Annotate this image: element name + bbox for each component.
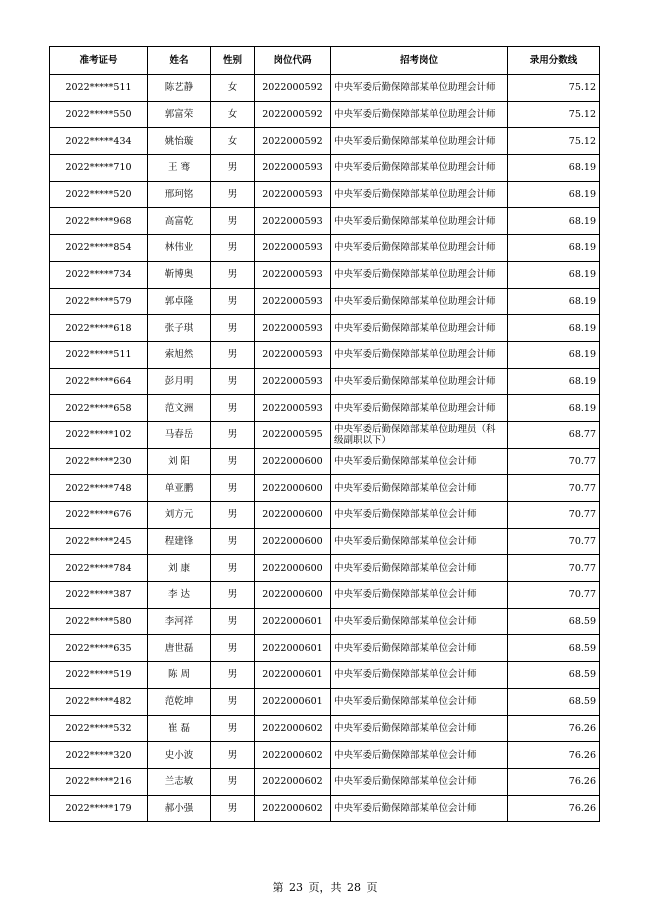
cell-name: 彭月明: [148, 368, 211, 395]
cell-exam-id: 2022*****635: [50, 635, 148, 662]
cell-position: 中央军委后勤保障部某单位助理会计师: [331, 208, 508, 235]
cell-name: 郭富荣: [148, 101, 211, 128]
cell-exam-id: 2022*****511: [50, 75, 148, 102]
header-name: 姓名: [148, 47, 211, 75]
cell-name: 李河祥: [148, 608, 211, 635]
cell-score-line: 70.77: [508, 475, 600, 502]
cell-name: 姚怡璇: [148, 128, 211, 155]
cell-position: 中央军委后勤保障部某单位会计师: [331, 502, 508, 529]
cell-exam-id: 2022*****676: [50, 502, 148, 529]
cell-score-line: 76.26: [508, 715, 600, 742]
cell-position: 中央军委后勤保障部某单位助理会计师: [331, 261, 508, 288]
cell-position: 中央军委后勤保障部某单位助理会计师: [331, 181, 508, 208]
cell-exam-id: 2022*****179: [50, 795, 148, 822]
cell-name: 刘 阳: [148, 448, 211, 475]
table-row: [50, 502, 600, 529]
cell-position: 中央军委后勤保障部某单位会计师: [331, 528, 508, 555]
cell-exam-id: 2022*****784: [50, 555, 148, 582]
table-row: [50, 101, 600, 128]
cell-name: 王 骞: [148, 155, 211, 182]
cell-position: 中央军委后勤保障部某单位助理会计师: [331, 75, 508, 102]
cell-position-code: 2022000600: [255, 502, 331, 529]
cell-gender: 女: [211, 75, 255, 102]
table-header-row: [50, 47, 600, 75]
cell-position-code: 2022000600: [255, 448, 331, 475]
cell-position-code: 2022000592: [255, 128, 331, 155]
cell-gender: 男: [211, 528, 255, 555]
cell-position: 中央军委后勤保障部某单位助理会计师: [331, 368, 508, 395]
cell-name: 李 达: [148, 582, 211, 609]
table-row: [50, 608, 600, 635]
cell-name: 郝小强: [148, 795, 211, 822]
cell-gender: 女: [211, 128, 255, 155]
cell-position-code: 2022000602: [255, 742, 331, 769]
cell-position: 中央军委后勤保障部某单位会计师: [331, 715, 508, 742]
cell-exam-id: 2022*****519: [50, 662, 148, 689]
cell-gender: 男: [211, 181, 255, 208]
cell-name: 单亚鹏: [148, 475, 211, 502]
cell-position: 中央军委后勤保障部某单位助理会计师: [331, 101, 508, 128]
table-row: [50, 235, 600, 262]
table-row: [50, 181, 600, 208]
cell-exam-id: 2022*****710: [50, 155, 148, 182]
table-row: [50, 315, 600, 342]
cell-gender: 男: [211, 502, 255, 529]
cell-position-code: 2022000601: [255, 608, 331, 635]
table-row: [50, 155, 600, 182]
cell-position-code: 2022000602: [255, 768, 331, 795]
cell-position: 中央军委后勤保障部某单位会计师: [331, 742, 508, 769]
cell-gender: 男: [211, 341, 255, 368]
cell-position: 中央军委后勤保障部某单位会计师: [331, 582, 508, 609]
cell-gender: 男: [211, 635, 255, 662]
cell-position-code: 2022000600: [255, 528, 331, 555]
cell-name: 陈 周: [148, 662, 211, 689]
cell-score-line: 70.77: [508, 448, 600, 475]
footer-current-page: 23: [289, 881, 303, 894]
cell-position: 中央军委后勤保障部某单位助理会计师: [331, 155, 508, 182]
cell-position-code: 2022000592: [255, 101, 331, 128]
table-row: [50, 261, 600, 288]
cell-exam-id: 2022*****230: [50, 448, 148, 475]
cell-name: 程建锋: [148, 528, 211, 555]
cell-gender: 男: [211, 448, 255, 475]
cell-position: 中央军委后勤保障部某单位助理会计师: [331, 288, 508, 315]
cell-position-code: 2022000600: [255, 475, 331, 502]
cell-exam-id: 2022*****245: [50, 528, 148, 555]
cell-gender: 男: [211, 208, 255, 235]
cell-gender: 女: [211, 101, 255, 128]
cell-name: 张子琪: [148, 315, 211, 342]
cell-name: 郭卓隆: [148, 288, 211, 315]
cell-exam-id: 2022*****550: [50, 101, 148, 128]
cell-score-line: 68.19: [508, 261, 600, 288]
table-row: [50, 715, 600, 742]
cell-position-code: 2022000593: [255, 235, 331, 262]
cell-exam-id: 2022*****664: [50, 368, 148, 395]
table-row: [50, 208, 600, 235]
cell-exam-id: 2022*****102: [50, 421, 148, 448]
cell-name: 索旭然: [148, 341, 211, 368]
cell-score-line: 68.59: [508, 635, 600, 662]
cell-score-line: 68.19: [508, 208, 600, 235]
cell-exam-id: 2022*****579: [50, 288, 148, 315]
cell-gender: 男: [211, 475, 255, 502]
cell-gender: 男: [211, 795, 255, 822]
header-score-line: 录用分数线: [508, 47, 600, 75]
cell-score-line: 68.19: [508, 315, 600, 342]
admission-score-table: [49, 46, 600, 822]
cell-position-code: 2022000593: [255, 341, 331, 368]
cell-position: 中央军委后勤保障部某单位会计师: [331, 448, 508, 475]
cell-score-line: 68.19: [508, 235, 600, 262]
cell-position: 中央军委后勤保障部某单位会计师: [331, 608, 508, 635]
footer-total-pages: 28: [347, 881, 361, 894]
cell-score-line: 68.19: [508, 288, 600, 315]
cell-score-line: 76.26: [508, 795, 600, 822]
cell-position: 中央军委后勤保障部某单位会计师: [331, 662, 508, 689]
cell-position-code: 2022000593: [255, 368, 331, 395]
cell-gender: 男: [211, 368, 255, 395]
cell-position: 中央军委后勤保障部某单位会计师: [331, 475, 508, 502]
cell-position: 中央军委后勤保障部某单位会计师: [331, 555, 508, 582]
cell-gender: 男: [211, 155, 255, 182]
table-row: [50, 768, 600, 795]
cell-name: 靳博奥: [148, 261, 211, 288]
cell-exam-id: 2022*****511: [50, 341, 148, 368]
cell-score-line: 68.19: [508, 341, 600, 368]
cell-position: 中央军委后勤保障部某单位会计师: [331, 635, 508, 662]
cell-name: 兰志敏: [148, 768, 211, 795]
cell-exam-id: 2022*****482: [50, 688, 148, 715]
table-row: [50, 688, 600, 715]
cell-score-line: 68.19: [508, 395, 600, 422]
table-row: [50, 582, 600, 609]
footer-page-suffix: 页，共: [308, 881, 342, 894]
table-row: [50, 635, 600, 662]
cell-score-line: 70.77: [508, 582, 600, 609]
table-row: [50, 448, 600, 475]
cell-exam-id: 2022*****748: [50, 475, 148, 502]
cell-name: 林伟业: [148, 235, 211, 262]
cell-gender: 男: [211, 555, 255, 582]
header-position: 招考岗位: [331, 47, 508, 75]
cell-position: 中央军委后勤保障部某单位会计师: [331, 688, 508, 715]
cell-position: 中央军委后勤保障部某单位助理会计师: [331, 235, 508, 262]
cell-exam-id: 2022*****320: [50, 742, 148, 769]
cell-position-code: 2022000595: [255, 421, 331, 448]
table-row: [50, 795, 600, 822]
cell-position-code: 2022000593: [255, 261, 331, 288]
cell-gender: 男: [211, 715, 255, 742]
cell-score-line: 68.19: [508, 368, 600, 395]
cell-gender: 男: [211, 315, 255, 342]
cell-score-line: 68.59: [508, 608, 600, 635]
cell-score-line: 68.19: [508, 181, 600, 208]
cell-score-line: 76.26: [508, 742, 600, 769]
cell-score-line: 70.77: [508, 555, 600, 582]
cell-position-code: 2022000600: [255, 582, 331, 609]
table-row: [50, 421, 600, 448]
cell-name: 刘方元: [148, 502, 211, 529]
cell-name: 范文洲: [148, 395, 211, 422]
cell-position-code: 2022000600: [255, 555, 331, 582]
cell-exam-id: 2022*****580: [50, 608, 148, 635]
cell-score-line: 75.12: [508, 75, 600, 102]
cell-position: 中央军委后勤保障部某单位助理会计师: [331, 395, 508, 422]
cell-name: 刘 康: [148, 555, 211, 582]
cell-exam-id: 2022*****968: [50, 208, 148, 235]
cell-gender: 男: [211, 768, 255, 795]
cell-gender: 男: [211, 395, 255, 422]
cell-position-code: 2022000593: [255, 181, 331, 208]
header-exam-id: 准考证号: [50, 47, 148, 75]
cell-exam-id: 2022*****387: [50, 582, 148, 609]
cell-position-code: 2022000601: [255, 688, 331, 715]
table-row: [50, 368, 600, 395]
cell-position-code: 2022000593: [255, 395, 331, 422]
cell-score-line: 68.59: [508, 688, 600, 715]
cell-gender: 男: [211, 261, 255, 288]
cell-name: 崔 磊: [148, 715, 211, 742]
cell-name: 范乾坤: [148, 688, 211, 715]
cell-gender: 男: [211, 742, 255, 769]
table-row: [50, 528, 600, 555]
cell-gender: 男: [211, 608, 255, 635]
cell-position-code: 2022000593: [255, 315, 331, 342]
cell-gender: 男: [211, 688, 255, 715]
table-row: [50, 395, 600, 422]
cell-position: 中央军委后勤保障部某单位会计师: [331, 768, 508, 795]
cell-score-line: 68.77: [508, 421, 600, 448]
table-row: [50, 662, 600, 689]
table-row: [50, 475, 600, 502]
cell-gender: 男: [211, 288, 255, 315]
cell-position-code: 2022000601: [255, 635, 331, 662]
cell-score-line: 68.59: [508, 662, 600, 689]
cell-score-line: 70.77: [508, 502, 600, 529]
cell-score-line: 70.77: [508, 528, 600, 555]
table-row: [50, 742, 600, 769]
cell-exam-id: 2022*****658: [50, 395, 148, 422]
cell-exam-id: 2022*****532: [50, 715, 148, 742]
footer-total-suffix: 页: [366, 881, 378, 894]
cell-exam-id: 2022*****618: [50, 315, 148, 342]
cell-score-line: 75.12: [508, 101, 600, 128]
cell-position-code: 2022000592: [255, 75, 331, 102]
cell-score-line: 75.12: [508, 128, 600, 155]
cell-gender: 男: [211, 662, 255, 689]
cell-score-line: 76.26: [508, 768, 600, 795]
table-body: [50, 75, 600, 822]
header-position-code: 岗位代码: [255, 47, 331, 75]
cell-name: 邢珂铭: [148, 181, 211, 208]
cell-gender: 男: [211, 421, 255, 448]
cell-position-code: 2022000602: [255, 715, 331, 742]
footer-page-word: 第: [272, 881, 284, 894]
cell-exam-id: 2022*****734: [50, 261, 148, 288]
cell-name: 高富乾: [148, 208, 211, 235]
cell-name: 唐世磊: [148, 635, 211, 662]
cell-position: 中央军委后勤保障部某单位助理会计师: [331, 341, 508, 368]
cell-position: 中央军委后勤保障部某单位助理会计师: [331, 128, 508, 155]
cell-name: 陈艺静: [148, 75, 211, 102]
table-row: [50, 555, 600, 582]
cell-position: 中央军委后勤保障部某单位助理员（科级副职以下）: [331, 421, 508, 448]
cell-exam-id: 2022*****216: [50, 768, 148, 795]
table-row: [50, 75, 600, 102]
table-row: [50, 128, 600, 155]
cell-position-code: 2022000593: [255, 208, 331, 235]
page-footer: [0, 879, 650, 895]
cell-position-code: 2022000602: [255, 795, 331, 822]
table-row: [50, 288, 600, 315]
cell-position-code: 2022000593: [255, 288, 331, 315]
cell-position: 中央军委后勤保障部某单位助理会计师: [331, 315, 508, 342]
cell-position: 中央军委后勤保障部某单位会计师: [331, 795, 508, 822]
cell-gender: 男: [211, 582, 255, 609]
cell-position-code: 2022000601: [255, 662, 331, 689]
cell-exam-id: 2022*****434: [50, 128, 148, 155]
cell-name: 史小波: [148, 742, 211, 769]
header-gender: 性别: [211, 47, 255, 75]
cell-exam-id: 2022*****520: [50, 181, 148, 208]
cell-exam-id: 2022*****854: [50, 235, 148, 262]
cell-gender: 男: [211, 235, 255, 262]
cell-name: 马春岳: [148, 421, 211, 448]
cell-score-line: 68.19: [508, 155, 600, 182]
cell-position-code: 2022000593: [255, 155, 331, 182]
table-row: [50, 341, 600, 368]
